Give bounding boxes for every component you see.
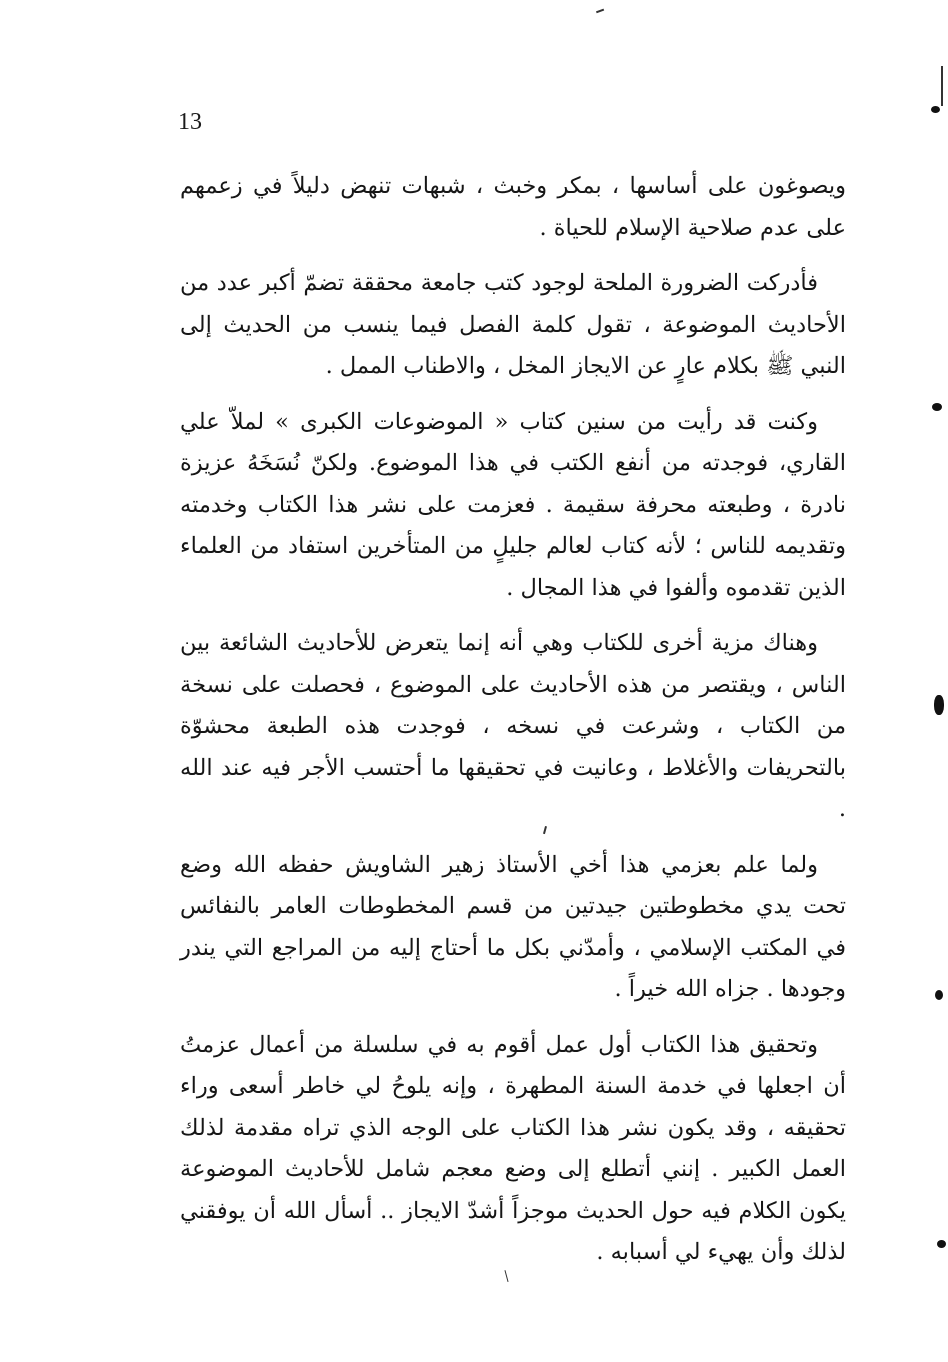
scan-speck — [932, 403, 942, 411]
scan-speck — [941, 66, 943, 106]
paragraph: ولما علم بعزمي هذا أخي الأستاذ زهير الشاويش حفظه الله وضع تحت يدي مخطوطتين جيدتين من قسم المخطوطات العامر بالنفائس في المكتب الإسلامي ، وأمدّني بكل ما أحتاج إليه من المراجع التي يندر وجودها . جزاه الله خيراً . — [180, 851, 846, 1002]
paragraph: ويصوغون على أساسها ، بمكر وخبث ، شبهات تنهض دليلاً في زعمهم على عدم صلاحية الإسلام للحياة . — [180, 173, 846, 241]
page-number: 13 — [178, 109, 202, 135]
paragraph: وكنت قد رأيت من سنين كتاب « الموضوعات الكبرى » لملاّ علي القاري، فوجدته من أنفع الكتب في هذا الموضوع. ولكنّ نُسَخَهُ عزيزة نادرة ، وطبعته محرفة سقيمة . فعزمت على نشر هذا الكتاب وخدمته وتقديمه للناس ؛ لأنه كتاب لعالم جليلٍ من المتأخرين استفاد من العلماء الذين تقدموه وألفوا في هذا المجال . — [180, 408, 846, 601]
scan-speck — [596, 9, 604, 13]
scan-speck — [934, 695, 944, 715]
scan-speck — [935, 990, 943, 1000]
body-text — [180, 166, 846, 1288]
paragraph: وتحقيق هذا الكتاب أول عمل أقوم به في سلسلة من أعمال عزمتُ أن اجعلها في خدمة السنة المطهرة ، وإنه يلوحُ لي خاطر أسعى وراء تحقيقه ، وقد يكون نشر هذا الكتاب على الوجه الذي تراه مقدمة لذلك العمل الكبير . إنني أتطلع إلى وضع معجم شامل للأحاديث الموضوعة يكون الكلام فيه حول الحديث موجزاً أشدّ الايجاز .. أسأل الله أن يوفقني لذلك وأن يهيء لي أسبابه . — [180, 1031, 846, 1265]
paragraph: فأدركت الضرورة الملحة لوجود كتب جامعة محققة تضمّ أكبر عدد من الأحاديث الموضوعة ، تقول كلمة الفصل فيما ينسب من الحديث إلى النبي ﷺ بكلام عارٍ عن الايجاز المخل ، والاطناب الممل . — [180, 270, 846, 379]
paragraph: وهناك مزية أخرى للكتاب وهي أنه إنما يتعرض للأحاديث الشائعة بين الناس ، ويقتصر من هذه الأحاديث على الموضوع ، فحصلت على نسخة من الكتاب ، وشرعت في نسخه ، فوجدت هذه الطبعة محشوّة بالتحريفات والأغلاط ، وعانيت في تحقيقها ما أحتسب الأجر فيه عند الله . — [180, 630, 846, 822]
scan-speck — [931, 106, 940, 113]
scan-speck — [937, 1240, 946, 1248]
